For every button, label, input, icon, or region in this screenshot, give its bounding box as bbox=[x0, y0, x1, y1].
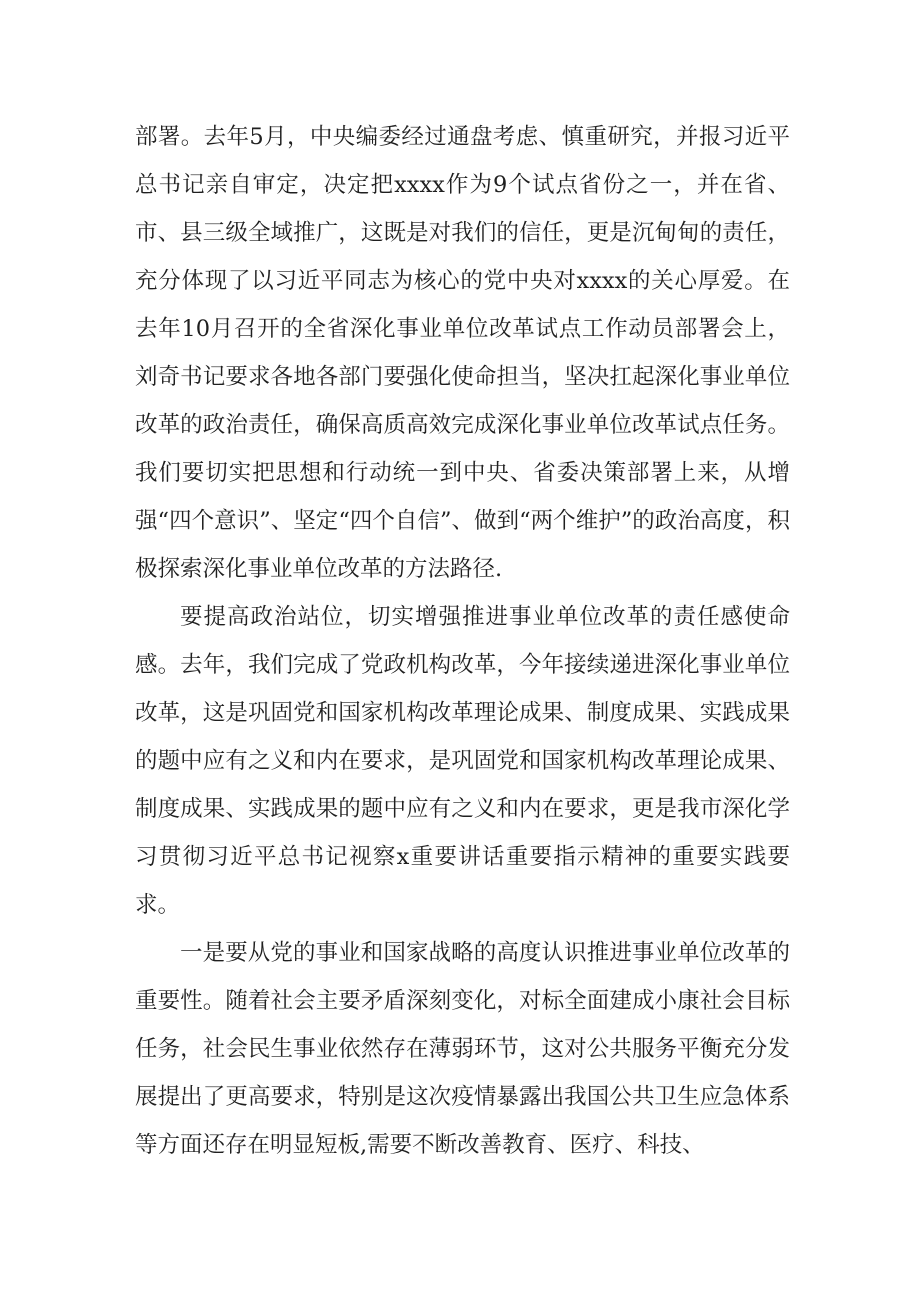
paragraph-2: 要提高政治站位，切实增强推进事业单位改革的责任感使命感。去年，我们完成了党政机构改革，今年接续递进深化事业单位改革，这是巩固党和国家机构改革理论成果、制度成果、实践成果的题中应有之义和内在要求，是巩固党和国家机构改革理论成果、制度成果、实践成果的题中应有之义和内在要求，更是我市深化学习贯彻习近平总书记视察x重要讲话重要指示精神的重要实践要求。 bbox=[135, 604, 790, 918]
paragraph-3: 一是要从党的事业和国家战略的高度认识推进事业单位改革的重要性。随着社会主要矛盾深刻变化，对标全面建成小康社会目标任务，社会民生事业依然存在薄弱环节，这对公共服务平衡充分发展提出了更高要求，特别是这次疫情暴露出我国公共卫生应急体系等方面还存在明显短板,需要不断改善教育、医疗、科技、 bbox=[135, 940, 790, 1158]
paragraph-1: 部署。去年5月，中央编委经过通盘考虑、慎重研究，并报习近平总书记亲自审定，决定把xxxx作为9个试点省份之一，并在省、市、县三级全域推广，这既是对我们的信任，更是沉甸甸的责任，充分体现了以习近平同志为核心的党中央对xxxx的关心厚爱。在去年10月召开的全省深化事业单位改革试点工作动员部署会上，刘奇书记要求各地各部门要强化使命担当，坚决扛起深化事业单位改革的政治责任，确保高质高效完成深化事业单位改革试点任务。我们要切实把思想和行动统一到中央、省委决策部署上来，从增强“四个意识”、坚定“四个自信”、做到“两个维护”的政治高度，积极探索深化事业单位改革的方法路径. bbox=[135, 124, 790, 582]
document-body bbox=[135, 113, 790, 1169]
